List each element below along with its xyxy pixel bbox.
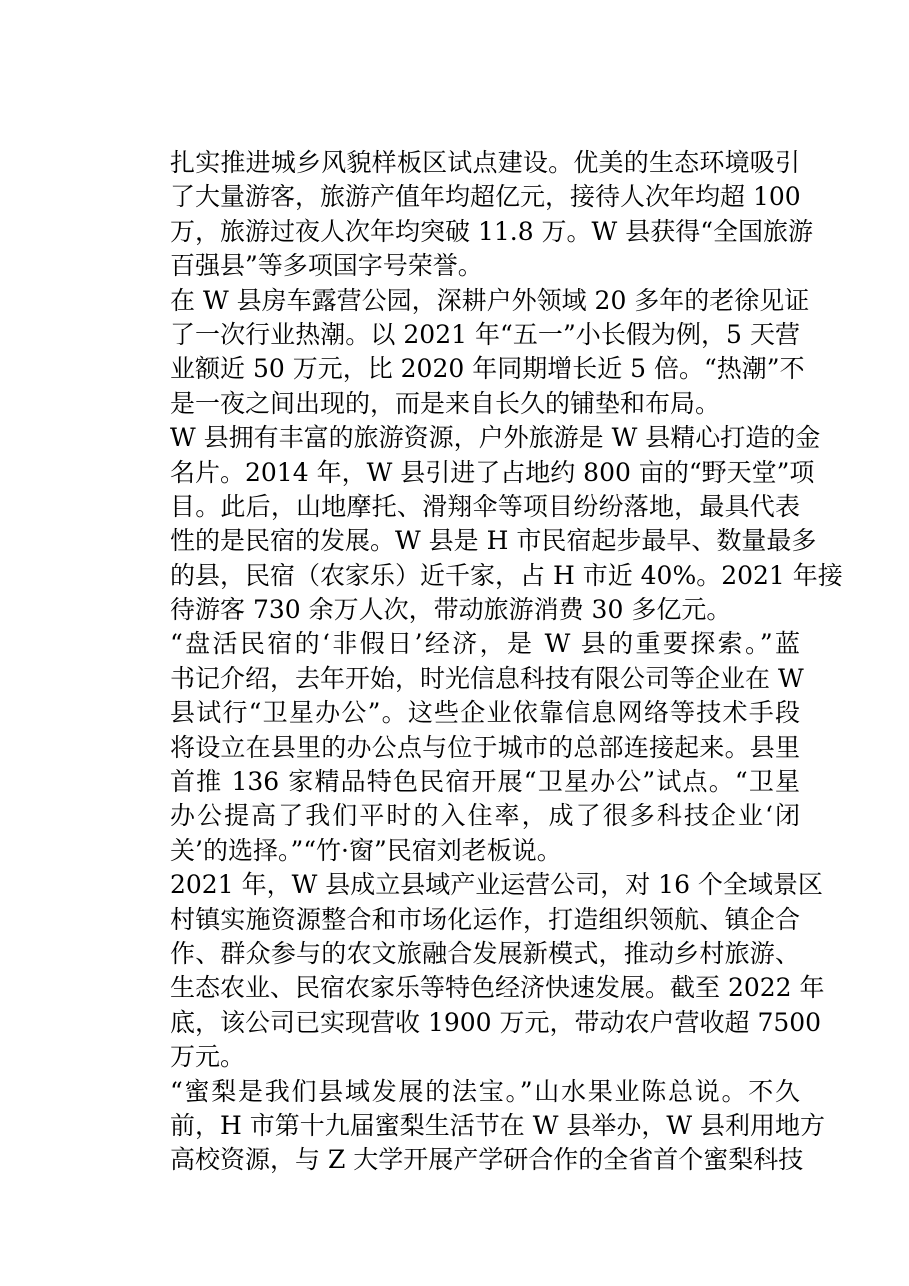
text-line: 待游客 730 余万人次，带动旅游消费 30 多亿元。 [170, 595, 732, 625]
paragraph [170, 1075, 825, 1178]
text-line: 目。此后，山地摩托、滑翔伞等项目纷纷落地，最具代表 [170, 491, 800, 521]
paragraph [170, 627, 804, 868]
text-line: 高校资源，与 Z 大学开展产学研合作的全省首个蜜梨科技 [170, 1145, 804, 1175]
text-line: “盘活民宿的‘非假日’经济，是 W 县的重要探索。”蓝 [170, 629, 800, 659]
text-line: 万，旅游过夜人次年均突破 11.8 万。W 县获得“全国旅游 [170, 216, 813, 246]
paragraph [170, 421, 843, 627]
text-line: 首推 136 家精品特色民宿开展“卫星办公”试点。“卫星 [170, 767, 800, 797]
text-line: 关’的选择。”“竹·窗”民宿刘老板说。 [170, 835, 562, 865]
paragraph [170, 284, 810, 422]
text-line: 的县，民宿（农家乐）近千家，占 H 市近 40%。2021 年接 [170, 560, 843, 590]
text-line: 业额近 50 万元，比 2020 年同期增长近 5 倍。“热潮”不 [170, 354, 805, 384]
text-line: 书记介绍，去年开始，时光信息科技有限公司等企业在 W [170, 663, 804, 693]
text-line: 百强县”等多项国字号荣誉。 [170, 251, 483, 281]
paragraph [170, 146, 813, 284]
text-line: 性的是民宿的发展。W 县是 H 市民宿起步最早、数量最多 [170, 526, 817, 556]
text-line: 前，H 市第十九届蜜梨生活节在 W 县举办，W 县利用地方 [170, 1110, 825, 1140]
text-line: 是一夜之间出现的，而是来自长久的铺垫和布局。 [170, 388, 721, 418]
text-line: 了一次行业热潮。以 2021 年“五一”小长假为例，5 天营 [170, 319, 800, 349]
text-line: 了大量游客，旅游产值年均超亿元，接待人次年均超 100 [170, 182, 801, 212]
paragraph [170, 868, 825, 1074]
text-line: 作、群众参与的农文旅融合发展新模式，推动乡村旅游、 [170, 938, 800, 968]
text-line: 生态农业、民宿农家乐等特色经济快速发展。截至 2022 年 [170, 973, 825, 1003]
text-line: 村镇实施资源整合和市场化运作，打造组织领航、镇企合 [170, 904, 800, 934]
text-line: W 县拥有丰富的旅游资源，户外旅游是 W 县精心打造的金 [170, 423, 821, 453]
text-line: 办公提高了我们平时的入住率，成了很多科技企业‘闭 [170, 801, 800, 831]
text-line: 万元。 [170, 1042, 246, 1072]
text-line: 县试行“卫星办公”。这些企业依靠信息网络等技术手段 [170, 698, 800, 728]
text-line: 在 W 县房车露营公园，深耕户外领域 20 多年的老徐见证 [170, 285, 810, 315]
text-line: 底，该公司已实现营收 1900 万元，带动农户营收超 7500 [170, 1007, 822, 1037]
text-line: 将设立在县里的办公点与位于城市的总部连接起来。县里 [170, 732, 800, 762]
text-line: 扎实推进城乡风貌样板区试点建设。优美的生态环境吸引 [170, 148, 800, 177]
document-page [170, 146, 843, 1178]
text-line: “蜜梨是我们县域发展的法宝。”山水果业陈总说。不久 [170, 1076, 800, 1106]
text-line: 名片。2014 年，W 县引进了占地约 800 亩的“野天堂”项 [170, 457, 815, 487]
text-line: 2021 年，W 县成立县域产业运营公司，对 16 个全域景区 [170, 870, 823, 900]
